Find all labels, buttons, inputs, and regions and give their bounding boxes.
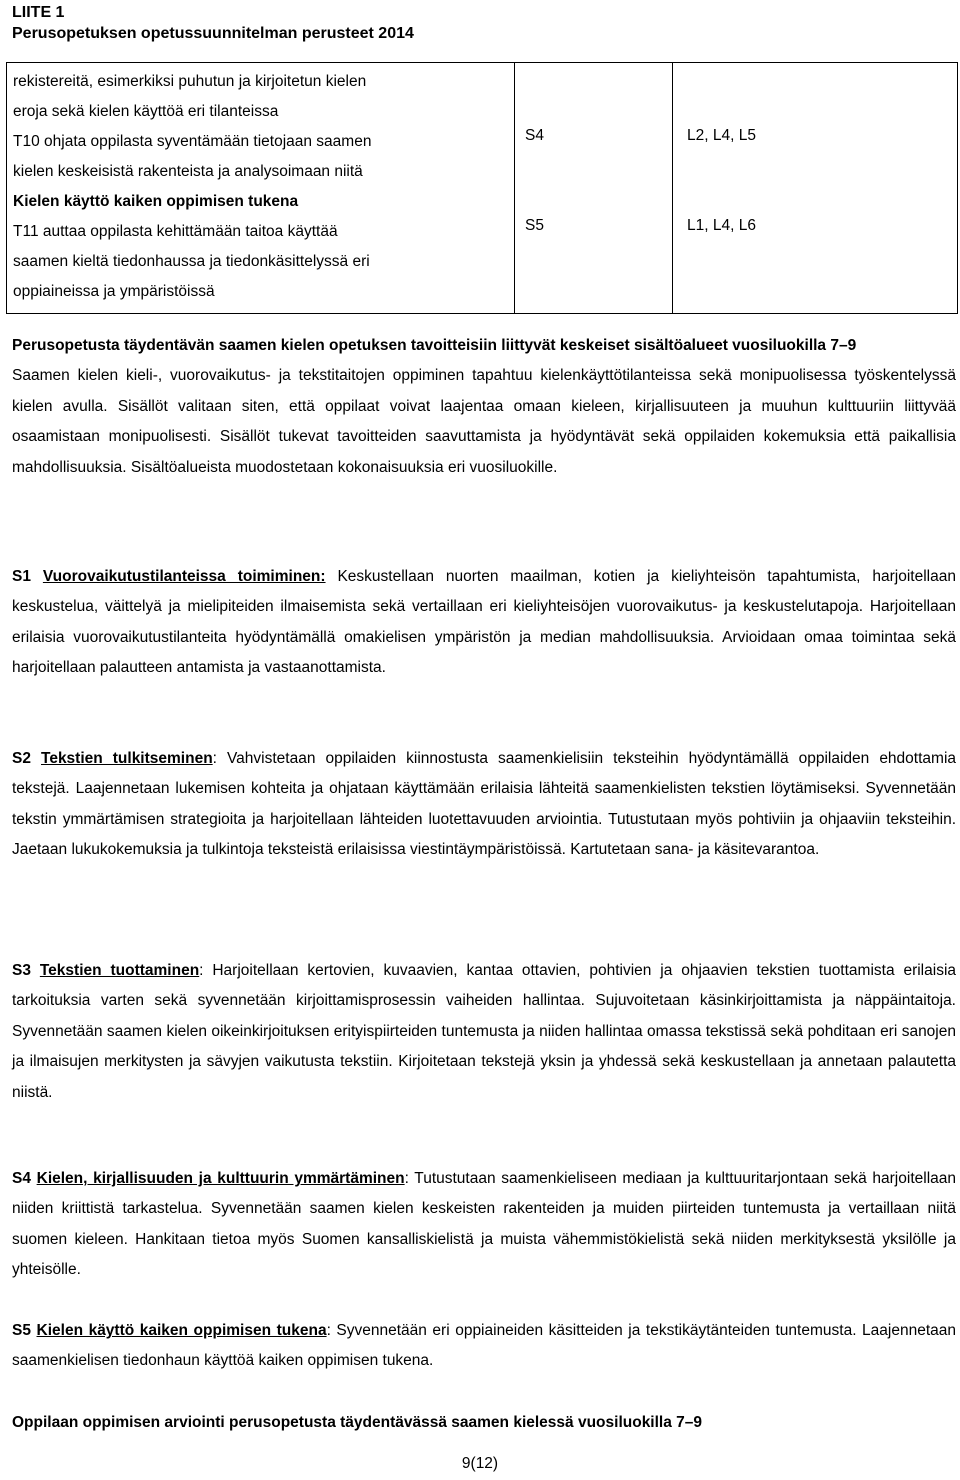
objective-line: kielen keskeisistä rakenteista ja analysoimaan niitä — [13, 163, 363, 180]
objectives-table — [6, 62, 958, 314]
t10-goals: L2, L4, L5 — [687, 127, 756, 144]
objective-line: oppiaineissa ja ympäristöissä — [13, 283, 215, 300]
document-title: Perusopetuksen opetussuunnitelman perusteet 2014 — [12, 25, 414, 42]
page-number: 9(12) — [461, 1455, 499, 1472]
s5-title: Kielen käyttö kaiken oppimisen tukena — [36, 1322, 327, 1339]
objectives-cell — [7, 63, 515, 314]
s4-code: S4 — [12, 1170, 31, 1187]
s3-text: : Harjoitellaan kertovien, kuvaavien, kantaa ottavien, pohtivien ja ohjaavien tekstien tuottamista erilaisia tarkoituksia varten sekä syvennetään kirjoittamisprosessin vaiheiden hallintaa. Sujuvoitetaan käsinkirjoittamista ja näppäintaitoja. Syvennetään saamen kielen oikeinkirjoituksen erityispiirteiden tuntemusta ja niiden hallintaa omassa tekstissä sekä pohditaan eri sanojen ja ilmaisujen merkitysten ja sävyjen vaikutusta tekstiin. Kirjoitetaan tekstejä yksin ja yhdessä sekä keskustellaan ja annetaan palautetta niistä. — [12, 962, 957, 1101]
section-s5 — [12, 1316, 956, 1377]
assessment-heading: Oppilaan oppimisen arviointi perusopetusta täydentävässä saamen kielessä vuosiluokilla 7–9 — [12, 1414, 703, 1431]
s2-title: Tekstien tulkitseminen — [41, 750, 213, 767]
goals-cell — [673, 63, 958, 314]
s1-title: Vuorovaikutustilanteissa toimiminen: — [42, 568, 326, 585]
objective-line: T10 ohjata oppilasta syventämään tietojaan saamen — [13, 133, 372, 150]
section-s4 — [12, 1164, 956, 1286]
section-s2 — [12, 744, 956, 866]
s2-code: S2 — [12, 750, 31, 767]
intro-paragraph: Saamen kielen kieli-, vuorovaikutus- ja tekstitaitojen oppiminen tapahtuu kielenkäyttötilanteissa sekä monipuolisessa työskentelyssä kielen avulla. Sisällöt valitaan siten, että oppilaat voivat laajentaa omaan kieleen, kirjallisuuteen ja muuhun kulttuuriin liittyvää osaamistaan monipuolisesti. Sisällöt tukevat tavoitteiden saavuttamista ja hyödyntävät sekä oppilaiden kokemuksia että paikallisia mahdollisuuksia. Sisältöalueista muodostetaan kokonaisuuksia eri vuosiluokille. — [12, 367, 956, 476]
s1-code: S1 — [12, 568, 31, 585]
s2-text: : Vahvistetaan oppilaiden kiinnostusta saamenkielisiin teksteihin hyödyntämällä oppilaiden ehdottamia tekstejä. Laajennetaan lukemisen kohteita ja ohjataan käyttämään erilaisia lähteitä saamenkielisten tekstien löytämiseksi. Syvennetään tekstin ymmärtämisen strategioita ja harjoitellaan lähteiden luotettavuuden arviointia. Tutustutaan myös pohtiviin ja ohjaaviin teksteihin. Jaetaan lukukokemuksia ja tulkintoja teksteistä erilaisissa viestintäympäristöissä. Kartutetaan sana- ja käsitevarantoa. — [12, 750, 957, 859]
objective-line: rekistereitä, esimerkiksi puhutun ja kirjoitetun kielen — [13, 73, 367, 90]
objective-line: saamen kieltä tiedonhaussa ja tiedonkäsittelyssä eri — [13, 253, 370, 270]
t11-content-code: S5 — [525, 217, 544, 234]
s4-text: : Tutustutaan saamenkieliseen mediaan ja kulttuuritarjontaan sekä harjoitellaan niiden kriittistä tarkastelua. Syvennetään saamen kielen keskeisten rakenteiden ja muiden piirteiden tuntemusta ja vertaillaan niitä suomen kieleen. Hankitaan tietoa myös Suomen kansalliskielistä ja muista vähemmistökielistä sekä niiden merkityksestä yksilölle ja yhteisölle. — [12, 1170, 956, 1279]
appendix-label: LIITE 1 — [12, 4, 65, 21]
objectives-subheading: Kielen käyttö kaiken oppimisen tukena — [13, 193, 299, 210]
section-s3 — [12, 956, 956, 1108]
assessment-section — [12, 1408, 956, 1438]
s5-code: S5 — [12, 1322, 31, 1339]
s4-title: Kielen, kirjallisuuden ja kulttuurin ymmärtäminen — [36, 1170, 405, 1187]
content-area-cell — [515, 63, 673, 314]
s3-title: Tekstien tuottaminen — [39, 962, 200, 979]
t11-goals: L1, L4, L6 — [687, 217, 756, 234]
s3-code: S3 — [12, 962, 31, 979]
intro-section — [12, 331, 956, 483]
s5-text: : Syvennetään eri oppiaineiden käsitteiden ja tekstikäytänteiden tuntemusta. Laajennetaan saamenkielisen tiedonhaun käyttöä kaiken oppimisen tukena. — [12, 1322, 956, 1370]
t10-content-code: S4 — [525, 127, 544, 144]
objective-line: T11 auttaa oppilasta kehittämään taitoa käyttää — [13, 223, 338, 240]
content-areas-heading: Perusopetusta täydentävän saamen kielen opetuksen tavoitteisiin liittyvät keskeiset sisältöalueet vuosiluokilla 7–9 — [12, 337, 857, 354]
objective-line: eroja sekä kielen käyttöä eri tilanteissa — [13, 103, 279, 120]
objectives-lines — [7, 63, 514, 313]
section-s1 — [12, 562, 956, 684]
s1-text: Keskustellaan nuorten maailman, kotien ja kieliyhteisön tapahtumista, harjoitellaan keskustelua, väittelyä ja mielipiteiden ilmaisemista sekä vertaillaan eri kieliyhteisöjen vuorovaikutus- ja keskustelutapoja. Harjoitellaan erilaisia vuorovaikutustilanteita hyödyntämällä omakielisen ympäristön ja median mahdollisuuksia. Arvioidaan omaa toimintaa sekä harjoitellaan palautteen antamista ja vastaanottamista. — [12, 568, 956, 677]
